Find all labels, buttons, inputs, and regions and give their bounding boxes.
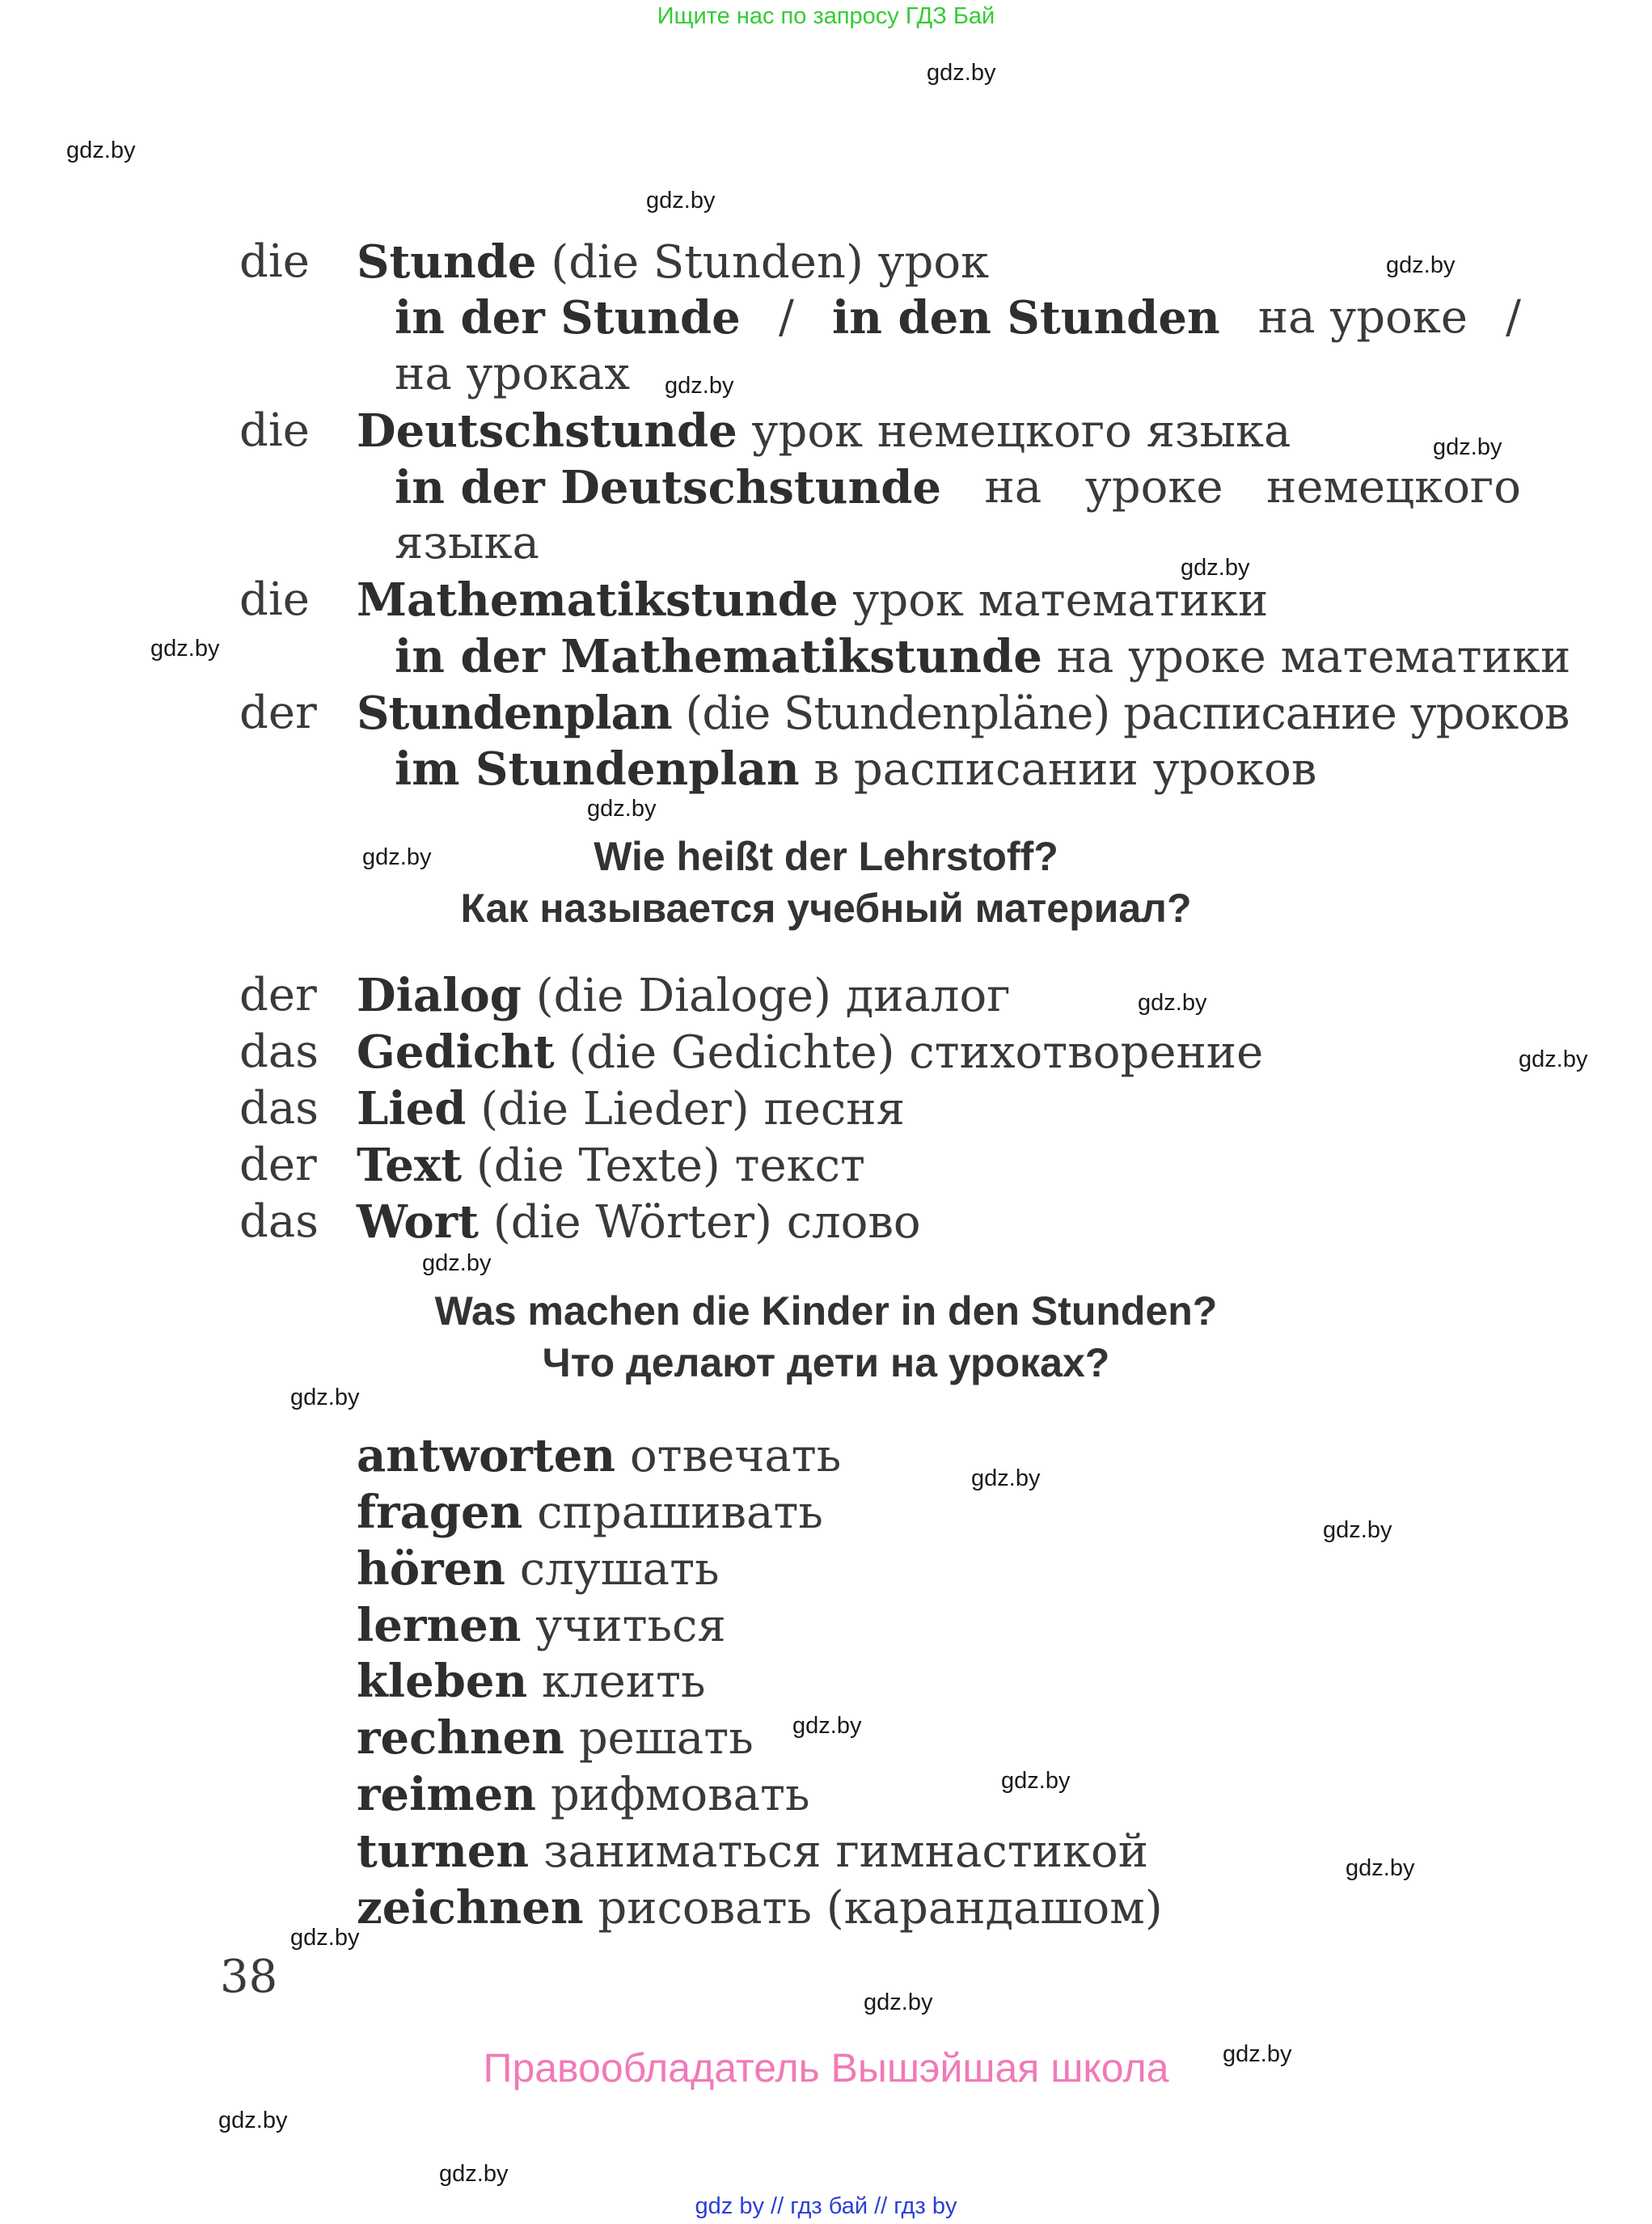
separator: /	[1506, 291, 1521, 344]
headword: Deutschstunde	[357, 404, 737, 458]
headword: Lied	[357, 1082, 467, 1135]
watermark: gdz.by	[927, 60, 996, 86]
example-translation: на уроке математики	[1056, 631, 1571, 683]
headword: Stunde	[357, 235, 537, 289]
verb: hören	[357, 1542, 505, 1596]
example-translation: немецкого	[1266, 461, 1521, 514]
headword: Text	[357, 1139, 463, 1192]
example-translation: на уроке	[1257, 291, 1468, 344]
entry-line	[357, 967, 1011, 1025]
headword: Dialog	[357, 969, 522, 1022]
watermark: gdz.by	[422, 1250, 492, 1276]
example-line	[395, 628, 1570, 686]
verb-entry	[357, 1766, 810, 1824]
verb: reimen	[357, 1768, 537, 1821]
translation: слушать	[519, 1543, 720, 1596]
watermark: gdz.by	[1519, 1046, 1588, 1072]
top-banner[interactable]: Ищите нас по запросу ГДЗ Бай	[657, 3, 995, 29]
watermark: gdz.by	[1138, 990, 1207, 1016]
example-translation: на	[984, 461, 1042, 514]
footer-links[interactable]: gdz by // гдз бай // гдз by	[695, 2193, 957, 2219]
entry-line	[357, 403, 1291, 460]
watermark: gdz.by	[1223, 2041, 1292, 2067]
watermark: gdz.by	[362, 844, 432, 870]
translation: заниматься гимнастикой	[543, 1825, 1149, 1878]
translation: стихотворение	[909, 1026, 1264, 1079]
verb-entry	[357, 1541, 720, 1598]
verb-entry	[357, 1653, 706, 1710]
plural: (die Lieder)	[480, 1083, 750, 1135]
section-heading-ru: Что делают дети на уроках?	[542, 1340, 1110, 1385]
article: das	[239, 1082, 319, 1135]
separator: /	[778, 291, 794, 344]
translation: спрашивать	[537, 1486, 823, 1539]
article: der	[239, 969, 317, 1021]
plural: (die Wörter)	[492, 1196, 772, 1249]
plural: (die Stunden)	[551, 236, 864, 289]
entry-line	[357, 1137, 865, 1194]
example-phrase: in der Deutschstunde	[395, 461, 941, 514]
translation: текст	[734, 1139, 865, 1192]
translation: диалог	[845, 970, 1011, 1022]
article: die	[239, 404, 310, 457]
translation: слово	[786, 1196, 921, 1249]
translation: клеить	[542, 1655, 706, 1708]
entry-line	[357, 1194, 921, 1251]
watermark: gdz.by	[587, 796, 657, 822]
section-heading-ru: Как называется учебный материал?	[460, 886, 1192, 931]
example-translation-cont: на уроках	[395, 348, 630, 400]
translation: решать	[578, 1712, 754, 1765]
watermark: gdz.by	[290, 1925, 360, 1951]
watermark: gdz.by	[864, 1989, 933, 2015]
watermark: gdz.by	[1323, 1517, 1392, 1543]
translation: рифмовать	[550, 1769, 810, 1821]
watermark: gdz.by	[290, 1385, 360, 1410]
verb: kleben	[357, 1655, 528, 1708]
translation: урок немецкого языка	[751, 405, 1291, 458]
example-translation-cont: языка	[395, 517, 539, 569]
verb: antworten	[357, 1429, 616, 1482]
plural: (die Stundenpläne)	[685, 687, 1110, 740]
example-translation: уроке	[1084, 461, 1223, 514]
watermark: gdz.by	[1346, 1855, 1415, 1881]
verb-entry	[357, 1597, 726, 1655]
watermark: gdz.by	[218, 2108, 288, 2133]
verb-entry	[357, 1879, 1163, 1937]
verb: lernen	[357, 1599, 522, 1652]
section-heading-de: Was machen die Kinder in den Stunden?	[434, 1288, 1218, 1334]
plural: (die Gedichte)	[568, 1026, 895, 1079]
article: das	[239, 1195, 319, 1248]
watermark: gdz.by	[439, 2161, 509, 2187]
translation: урок	[877, 236, 990, 289]
headword: Stundenplan	[357, 687, 672, 740]
headword: Gedicht	[357, 1025, 555, 1079]
plural: (die Dialoge)	[535, 970, 831, 1022]
verb: rechnen	[357, 1711, 565, 1765]
verb: fragen	[357, 1486, 523, 1539]
watermark: gdz.by	[665, 373, 734, 399]
watermark: gdz.by	[646, 188, 716, 214]
watermark: gdz.by	[1386, 252, 1456, 278]
plural: (die Texte)	[475, 1139, 720, 1192]
watermark: gdz.by	[971, 1465, 1041, 1491]
example-line	[395, 741, 1316, 798]
example-phrase: in den Stunden	[831, 291, 1220, 345]
copyright-notice: Правообладатель Вышэйшая школа	[483, 2045, 1169, 2091]
watermark: gdz.by	[1181, 555, 1250, 581]
watermark: gdz.by	[66, 137, 136, 163]
translation: рисовать (карандашом)	[598, 1882, 1163, 1934]
section-heading-de: Wie heißt der Lehrstoff?	[594, 834, 1058, 879]
entry-line	[357, 1080, 905, 1138]
entry-line	[357, 685, 1569, 742]
example-line	[395, 459, 1521, 516]
verb-entry	[357, 1484, 823, 1541]
entry-line	[357, 572, 1268, 629]
translation: расписание уроков	[1123, 687, 1570, 740]
translation: урок математики	[852, 574, 1269, 627]
example-phrase: in der Stunde	[395, 291, 741, 345]
example-phrase: im Stundenplan	[395, 742, 800, 796]
verb-entry	[357, 1427, 841, 1485]
article: das	[239, 1025, 319, 1078]
headword: Wort	[357, 1195, 480, 1249]
verb: zeichnen	[357, 1881, 584, 1934]
watermark: gdz.by	[1001, 1768, 1071, 1794]
example-phrase: in der Mathematikstunde	[395, 630, 1042, 683]
watermark: gdz.by	[150, 636, 220, 662]
article: die	[239, 573, 310, 626]
example-translation: в расписании уроков	[813, 743, 1317, 796]
entry-line	[357, 234, 989, 291]
entry-line	[357, 1024, 1263, 1081]
article: der	[239, 1139, 317, 1191]
example-line	[395, 290, 1521, 346]
page-number: 38	[220, 1951, 278, 2003]
verb: turnen	[357, 1824, 530, 1878]
translation: учиться	[535, 1600, 726, 1652]
watermark: gdz.by	[1433, 434, 1502, 460]
watermark: gdz.by	[792, 1713, 862, 1739]
article: die	[239, 235, 310, 288]
translation: отвечать	[629, 1430, 842, 1482]
article: der	[239, 687, 317, 739]
verb-entry	[357, 1823, 1148, 1880]
translation: песня	[763, 1083, 905, 1135]
verb-entry	[357, 1710, 754, 1767]
headword: Mathematikstunde	[357, 573, 839, 627]
